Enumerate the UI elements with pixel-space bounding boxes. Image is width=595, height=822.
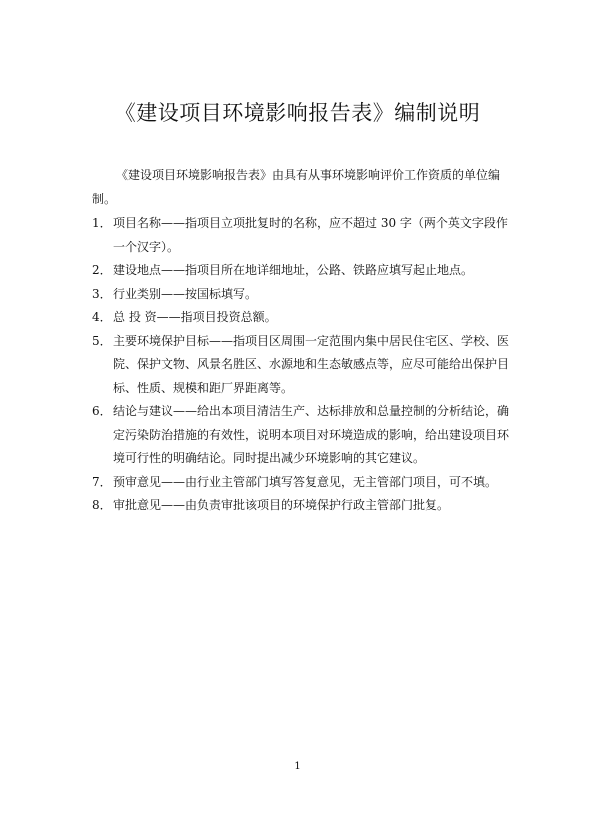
page-number: 1 — [294, 761, 301, 772]
list-item-number: 4． — [92, 310, 112, 324]
list-item — [92, 494, 510, 518]
list-item-number: 3． — [92, 286, 112, 301]
list-item — [92, 283, 510, 307]
list-item-text: 总 投 资——指项目投资总额。 — [113, 310, 277, 324]
list-item-text: 行业类别——按国标填写。 — [113, 286, 258, 301]
list-item-number: 1． — [92, 216, 112, 230]
list-item-number: 8． — [92, 498, 112, 512]
list-item-text: 主要环境保护目标——指项目区周围一定范围内集中居民住宅区、学校、医院、保护文物、风景名胜区、水源地和生态敏感点等，应尽可能给出保护目标、性质、规模和距厂界距离等。 — [113, 333, 510, 395]
list-item — [92, 400, 510, 471]
list-item — [92, 330, 510, 401]
list-item-text: 项目名称——指项目立项批复时的名称，应不超过 30 字（两个英文字段作一个汉字）。 — [113, 216, 508, 254]
list-item-number: 7． — [92, 474, 112, 489]
list-item — [92, 212, 510, 259]
list-item-number: 5． — [92, 333, 112, 348]
list-item-number: 2． — [92, 263, 112, 277]
list-item — [92, 306, 510, 330]
list-item-text: 建设地点——指项目所在地详细地址，公路、铁路应填写起止地点。 — [113, 263, 474, 277]
list-item — [92, 471, 510, 495]
document-title: 《建设项目环境影响报告表》编制说明 — [114, 101, 481, 125]
list-item-number: 6． — [92, 404, 112, 418]
list-item-text: 结论与建议——给出本项目清洁生产、达标排放和总量控制的分析结论，确定污染防治措施的有效性，说明本项目对环境造成的影响，给出建设项目环境可行性的明确结论。同时提出减少环境影响的其它建议。 — [113, 404, 510, 465]
document-body — [92, 164, 510, 518]
intro-paragraph: 《建设项目环境影响报告表》由具有从事环境影响评价工作资质的单位编制。 — [92, 168, 501, 206]
list-item-text: 审批意见——由负责审批该项目的环境保护行政主管部门批复。 — [113, 498, 450, 512]
list-item — [92, 259, 510, 283]
list-item-text: 预审意见——由行业主管部门填写答复意见，无主管部门项目，可不填。 — [113, 474, 498, 489]
